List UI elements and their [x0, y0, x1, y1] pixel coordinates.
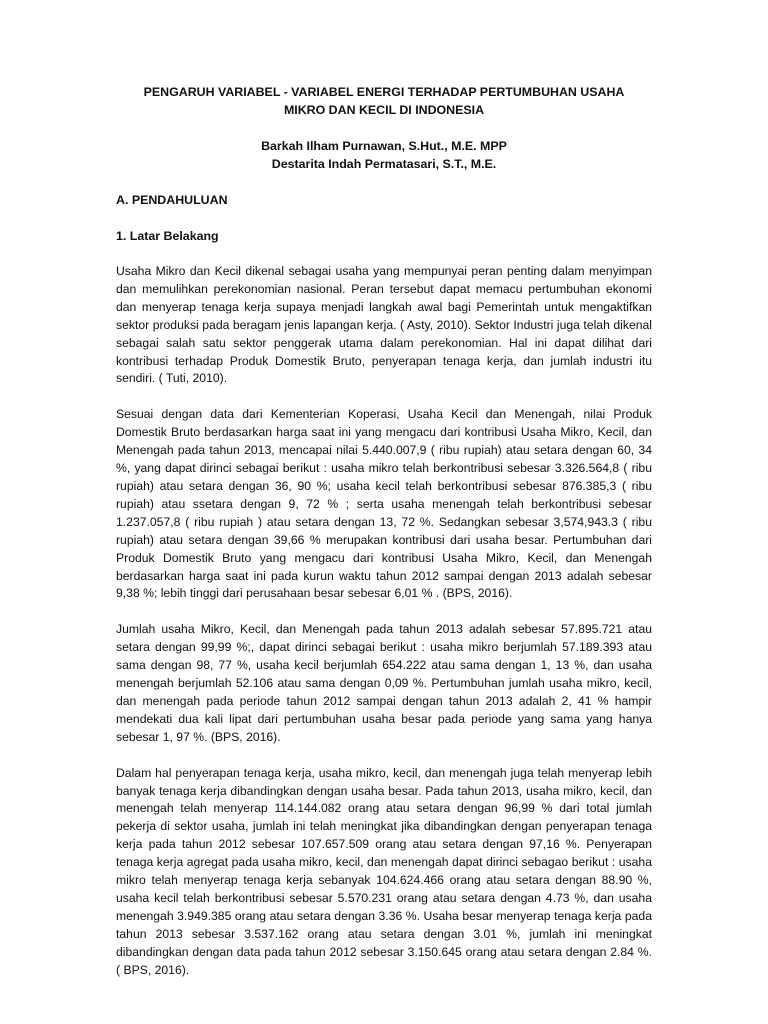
paragraph-1: Usaha Mikro dan Kecil dikenal sebagai usaha yang mempunyai peran penting dalam menyimpan dan memulihkan perekonomian nasional. Peran tersebut dapat memacu pertumbuhan ekonomi dan menyerap tenaga kerja supaya menjadi langkah awal bagi Pemerintah untuk mengaktifkan sektor produksi pada beragam jenis lapangan kerja. ( Asty, 2010). Sektor Industri juga telah dikenal sebagai salah satu sektor penggerak utama dalam perekonomian. Hal ini dapat dilihat dari kontribusi terhadap Produk Domestik Bruto, penyerapan tenaga kerja, dan jumlah industri itu sendiri. ( Tuti, 2010).: [116, 264, 652, 386]
title-line-1: PENGARUH VARIABEL - VARIABEL ENERGI TERHADAP PERTUMBUHAN USAHA: [143, 85, 625, 99]
document-title: [116, 83, 652, 119]
author-2: Destarita Indah Permatasari, S.T., M.E.: [271, 157, 497, 171]
author-block: [116, 137, 652, 173]
subsection-heading: 1. Latar Belakang: [116, 229, 219, 243]
title-line-2: MIKRO DAN KECIL DI INDONESIA: [283, 103, 485, 117]
paragraph-2: Sesuai dengan data dari Kementerian Koperasi, Usaha Kecil dan Menengah, nilai Produk Domestik Bruto berdasarkan harga saat ini yang mengacu dari kontribusi Usaha Mikro, Kecil, dan Menengah pada tahun 2013, mencapai nilai 5.440.007,9 ( ribu rupiah) atau setara dengan 60, 34 %, yang dapat dirinci sebagai berikut : usaha mikro telah berkontribusi sebesar 3.326.564,8 ( ribu rupiah) atau setara dengan 36, 90 %; usaha kecil telah berkontribusi sebesar 876.385,3 ( ribu rupiah) atau ssetara dengan 9, 72 % ; serta usaha menengah telah berkontribusi sebesar 1.237.057,8 ( ribu rupiah ) atau setara dengan 13, 72 %. Sedangkan sebesar 3,574,943.3 ( ribu rupiah) atau setara dengan 39,66 % merupakan kontribusi dari usaha besar. Pertumbuhan dari Produk Domestik Bruto yang mengacu dari kontribusi Usaha Mikro, Kecil, dan Menengah berdasarkan harga saat ini pada kurun waktu tahun 2012 sampai dengan 2013 adalah sebesar 9,38 %; lebih tinggi dari perusahaan besar sebesar 6,01 % . (BPS, 2016).: [116, 407, 652, 601]
paragraph-3: Jumlah usaha Mikro, Kecil, dan Menengah pada tahun 2013 adalah sebesar 57.895.721 atau setara dengan 99,99 %;, dapat dirinci sebagai berikut : usaha mikro berjumlah 57.189.393 atau sama dengan 98, 77 %, usaha kecil berjumlah 654.222 atau sama dengan 1, 13 %, dan usaha menengah berjumlah 52.106 atau sama dengan 0,09 %. Pertumbuhan jumlah usaha mikro, kecil, dan menengah pada periode tahun 2012 sampai dengan tahun 2013 adalah 2, 41 % hampir mendekati dua kali lipat dari pertumbuhan usaha besar pada periode yang sama yang hanya sebesar 1, 97 %. (BPS, 2016).: [116, 622, 652, 744]
section-heading: A. PENDAHULUAN: [116, 193, 228, 207]
paragraph-4: Dalam hal penyerapan tenaga kerja, usaha mikro, kecil, dan menengah juga telah menyerap lebih banyak tenaga kerja dibandingkan dengan usaha besar. Pada tahun 2013, usaha mikro, kecil, dan menengah telah menyerap 114.144.082 orang atau setara dengan 96,99 % dari total jumlah pekerja di sektor usaha, jumlah ini telah meningkat jika dibandingkan dengan penyerapan tenaga kerja pada tahun 2012 sebesar 107.657.509 orang atau setara dengan 97,16 %. Penyerapan tenaga kerja agregat pada usaha mikro, kecil, dan menengah dapat dirinci sebagao berikut : usaha mikro telah menyerap tenaga kerja sebanyak 104.624.466 orang atau setara dengan 88.90 %, usaha kecil telah berkontribusi sebesar 5.570.231 orang atau setara dengan 4.73 %, dan usaha menengah 3.949.385 orang atau setara dengan 3.36 %. Usaha besar menyerap tenaga kerja pada tahun 2013 sebesar 3.537.162 orang atau setara dengan 3.01 %, jumlah ini meningkat dibandingkan dengan data pada tahun 2012 sebesar 3.150.645 orang atau setara dengan 2.84 %. ( BPS, 2016).: [116, 765, 652, 977]
author-1: Barkah Ilham Purnawan, S.Hut., M.E. MPP: [261, 139, 507, 153]
